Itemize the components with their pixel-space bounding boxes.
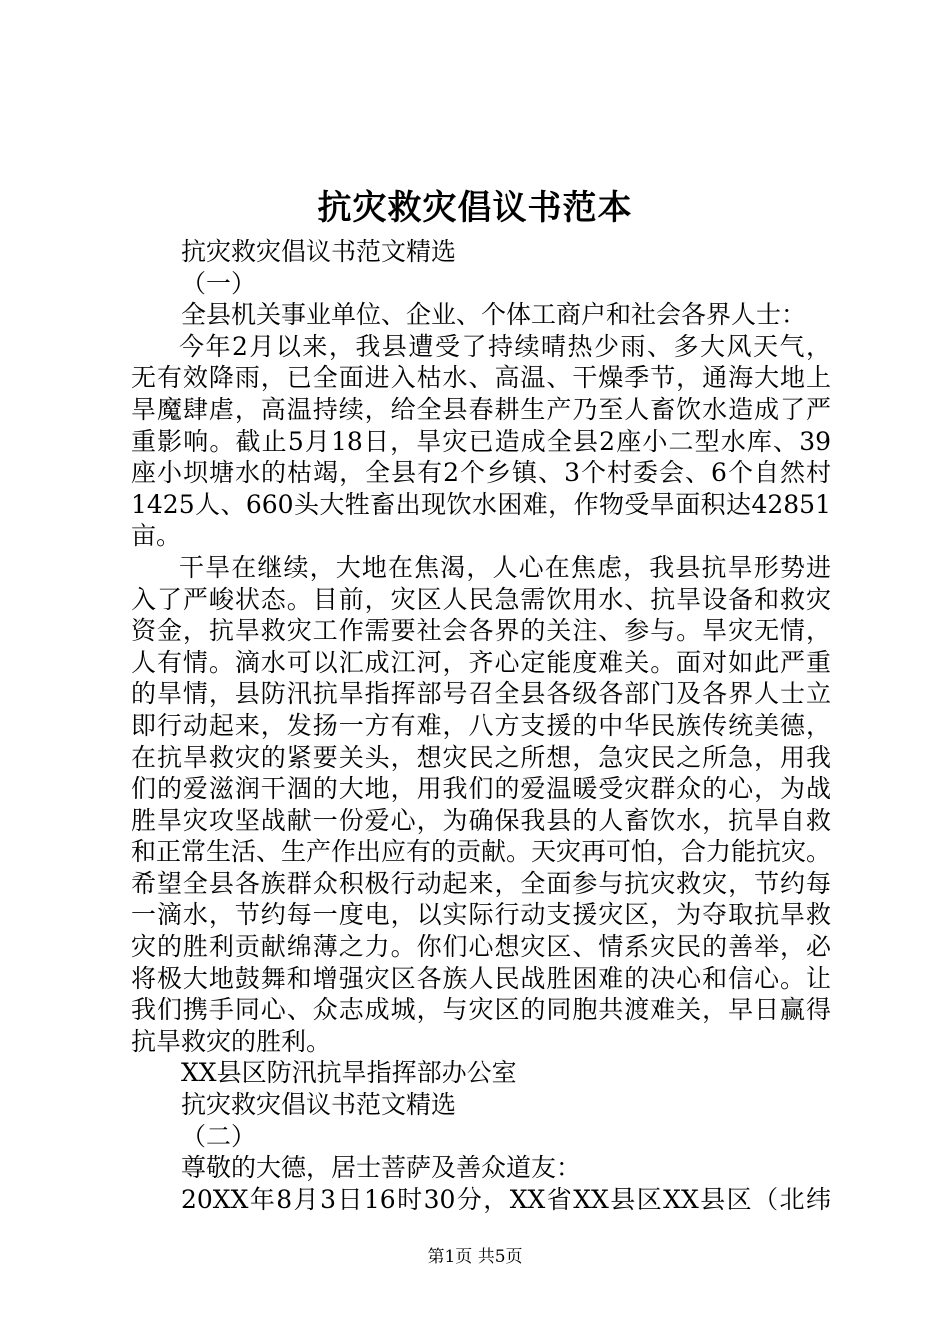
paragraph-line: 和正常生活、生产作出应有的贡献。天灾再可怕，合力能抗灾。 [131, 837, 832, 867]
paragraph-line: 灾的胜利贡献绵薄之力。你们心想灾区、情系灾民的善举，必 [131, 932, 831, 962]
paragraph-line: 20XX年8月3日16时30分，XX省XX县区XX县区（北纬 [181, 1184, 831, 1214]
document-body [131, 236, 831, 1215]
salutation: 尊敬的大德，居士菩萨及善众道友： [181, 1153, 582, 1183]
paragraph-line: 旱魔肆虐，高温持续，给全县春耕生产乃至人畜饮水造成了严 [131, 394, 831, 424]
page-title: 抗灾救灾倡议书范本 [317, 188, 633, 228]
paragraph-line: 一滴水，节约每一度电，以实际行动支援灾区，为夺取抗旱救 [131, 900, 831, 930]
paragraph-line: 们的爱滋润干涸的大地，用我们的爱温暖受灾群众的心，为战 [131, 774, 831, 804]
paragraph-line: 资金，抗旱救灾工作需要社会各界的关注、参与。旱灾无情， [131, 616, 831, 646]
paragraph-line: 的旱情，县防汛抗旱指挥部号召全县各级各部门及各界人士立 [131, 679, 831, 709]
paragraph-line: 将极大地鼓舞和增强灾区各族人民战胜困难的决心和信心。让 [131, 963, 831, 993]
paragraph-line: 希望全县各族群众积极行动起来，全面参与抗灾救灾，节约每 [131, 868, 831, 898]
paragraph-line: 在抗旱救灾的紧要关头，想灾民之所想，急灾民之所急，用我 [131, 742, 831, 772]
paragraph-line: 今年2月以来，我县遭受了持续晴热少雨、多大风天气， [179, 331, 831, 361]
subtitle-line: 抗灾救灾倡议书范文精选 [181, 1090, 457, 1120]
subtitle-line: 抗灾救灾倡议书范文精选 [181, 237, 457, 266]
paragraph-line: 干旱在继续，大地在焦渴，人心在焦虑，我县抗旱形势进 [179, 552, 831, 582]
paragraph-line: 入了严峻状态。目前，灾区人民急需饮用水、抗旱设备和救灾 [131, 584, 831, 614]
section-number: （一） [181, 268, 257, 298]
salutation: 全县机关事业单位、企业、个体工商户和社会各界人士： [181, 300, 807, 330]
paragraph-line: 即行动起来，发扬一方有难，八方支援的中华民族传统美德， [131, 710, 831, 740]
paragraph-line: 我们携手同心、众志成城，与灾区的同胞共渡难关，早日赢得 [131, 995, 831, 1025]
page-footer: 第1页 共5页 [427, 1247, 523, 1267]
paragraph-line: 无有效降雨，已全面进入枯水、高温、干燥季节，通海大地上 [131, 363, 831, 393]
section-number: （二） [181, 1121, 257, 1151]
signature-line: XX县区防汛抗旱指挥部办公室 [181, 1058, 517, 1088]
paragraph-line: 抗旱救灾的胜利。 [131, 1026, 332, 1056]
paragraph-line: 人有情。滴水可以汇成江河，齐心定能度难关。面对如此严重 [131, 647, 831, 677]
paragraph-line: 座小坝塘水的枯竭，全县有2个乡镇、3个村委会、6个自然村 [131, 458, 831, 488]
paragraph-line: 胜旱灾攻坚战献一份爱心，为确保我县的人畜饮水，抗旱自救 [131, 805, 831, 835]
paragraph-line: 亩。 [131, 521, 182, 551]
paragraph-line: 1425人、660头大牲畜出现饮水困难，作物受旱面积达42851 [131, 489, 831, 519]
paragraph-line: 重影响。截止5月18日，旱灾已造成全县2座小二型水库、39 [131, 426, 831, 456]
